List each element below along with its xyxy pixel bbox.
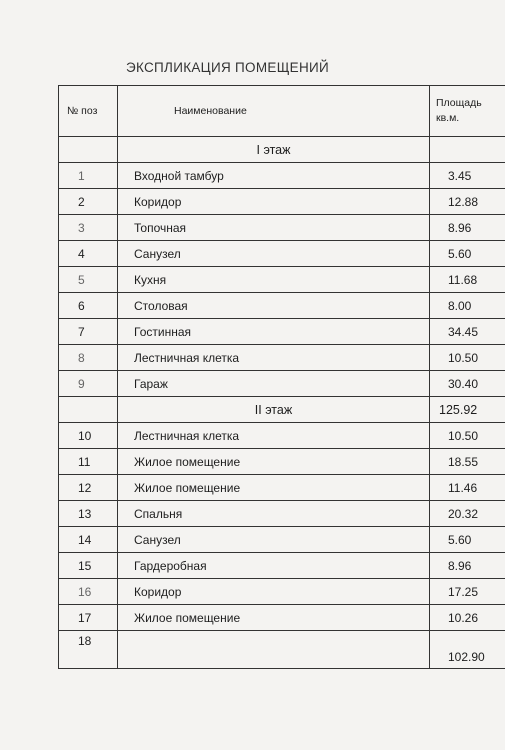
table-header-row bbox=[59, 86, 505, 137]
room-area: 12.88 bbox=[430, 189, 505, 215]
table-row bbox=[59, 163, 505, 189]
room-area: 10.50 bbox=[430, 345, 505, 371]
room-area: 17.25 bbox=[430, 579, 505, 605]
room-name: Санузел bbox=[118, 527, 430, 553]
room-area: 5.60 bbox=[430, 527, 505, 553]
floor-2-rooms bbox=[59, 423, 505, 631]
floor-2-row bbox=[59, 397, 505, 423]
floor-1-label: I этаж bbox=[118, 137, 430, 163]
table-row bbox=[59, 293, 505, 319]
table-row bbox=[59, 189, 505, 215]
floor-2-total: 125.92 bbox=[430, 397, 505, 423]
floor-1-row bbox=[59, 137, 505, 163]
final-row-name bbox=[118, 631, 430, 669]
room-name: Столовая bbox=[118, 293, 430, 319]
room-name: Гараж bbox=[118, 371, 430, 397]
room-number: 9 bbox=[59, 371, 118, 397]
floor-1-rooms bbox=[59, 163, 505, 397]
header-num: № поз bbox=[59, 86, 118, 137]
table-row bbox=[59, 475, 505, 501]
room-name: Лестничная клетка bbox=[118, 345, 430, 371]
header-area: Площадь кв.м. bbox=[430, 86, 505, 137]
room-number: 10 bbox=[59, 423, 118, 449]
room-area: 8.96 bbox=[430, 553, 505, 579]
final-row-num: 18 bbox=[59, 631, 118, 669]
room-number: 16 bbox=[59, 579, 118, 605]
room-name: Топочная bbox=[118, 215, 430, 241]
room-name: Гардеробная bbox=[118, 553, 430, 579]
room-area: 20.32 bbox=[430, 501, 505, 527]
room-number: 14 bbox=[59, 527, 118, 553]
header-name: Наименование bbox=[118, 86, 430, 137]
table-row bbox=[59, 579, 505, 605]
explication-table bbox=[58, 85, 505, 669]
table-row bbox=[59, 527, 505, 553]
floor-1-num bbox=[59, 137, 118, 163]
table-row bbox=[59, 267, 505, 293]
table-row bbox=[59, 319, 505, 345]
room-number: 12 bbox=[59, 475, 118, 501]
room-name: Жилое помещение bbox=[118, 605, 430, 631]
room-name: Лестничная клетка bbox=[118, 423, 430, 449]
room-number: 3 bbox=[59, 215, 118, 241]
room-number: 2 bbox=[59, 189, 118, 215]
floor-1-total bbox=[430, 137, 505, 163]
room-area: 10.50 bbox=[430, 423, 505, 449]
table-row bbox=[59, 345, 505, 371]
final-row-area: 102.90 bbox=[430, 631, 505, 669]
room-area: 10.26 bbox=[430, 605, 505, 631]
room-name: Коридор bbox=[118, 189, 430, 215]
room-area: 11.46 bbox=[430, 475, 505, 501]
room-number: 7 bbox=[59, 319, 118, 345]
table-row bbox=[59, 605, 505, 631]
room-number: 5 bbox=[59, 267, 118, 293]
table-row bbox=[59, 215, 505, 241]
room-area: 30.40 bbox=[430, 371, 505, 397]
room-area: 8.00 bbox=[430, 293, 505, 319]
table-row bbox=[59, 501, 505, 527]
floor-2-label: II этаж bbox=[118, 397, 430, 423]
room-number: 1 bbox=[59, 163, 118, 189]
room-number: 4 bbox=[59, 241, 118, 267]
table-row bbox=[59, 449, 505, 475]
room-area: 34.45 bbox=[430, 319, 505, 345]
room-name: Коридор bbox=[118, 579, 430, 605]
room-name: Входной тамбур bbox=[118, 163, 430, 189]
final-row bbox=[59, 631, 505, 669]
room-number: 6 bbox=[59, 293, 118, 319]
room-name: Спальня bbox=[118, 501, 430, 527]
room-area: 18.55 bbox=[430, 449, 505, 475]
room-number: 17 bbox=[59, 605, 118, 631]
room-area: 8.96 bbox=[430, 215, 505, 241]
room-name: Кухня bbox=[118, 267, 430, 293]
room-name: Жилое помещение bbox=[118, 475, 430, 501]
table-row bbox=[59, 553, 505, 579]
table-row bbox=[59, 423, 505, 449]
room-area: 11.68 bbox=[430, 267, 505, 293]
room-name: Жилое помещение bbox=[118, 449, 430, 475]
room-area: 3.45 bbox=[430, 163, 505, 189]
room-number: 11 bbox=[59, 449, 118, 475]
room-number: 13 bbox=[59, 501, 118, 527]
table-row bbox=[59, 241, 505, 267]
room-number: 15 bbox=[59, 553, 118, 579]
room-name: Гостинная bbox=[118, 319, 430, 345]
floor-2-num bbox=[59, 397, 118, 423]
room-number: 8 bbox=[59, 345, 118, 371]
page-title: ЭКСПЛИКАЦИЯ ПОМЕЩЕНИЙ bbox=[125, 60, 330, 75]
room-name: Санузел bbox=[118, 241, 430, 267]
room-area: 5.60 bbox=[430, 241, 505, 267]
table-row bbox=[59, 371, 505, 397]
